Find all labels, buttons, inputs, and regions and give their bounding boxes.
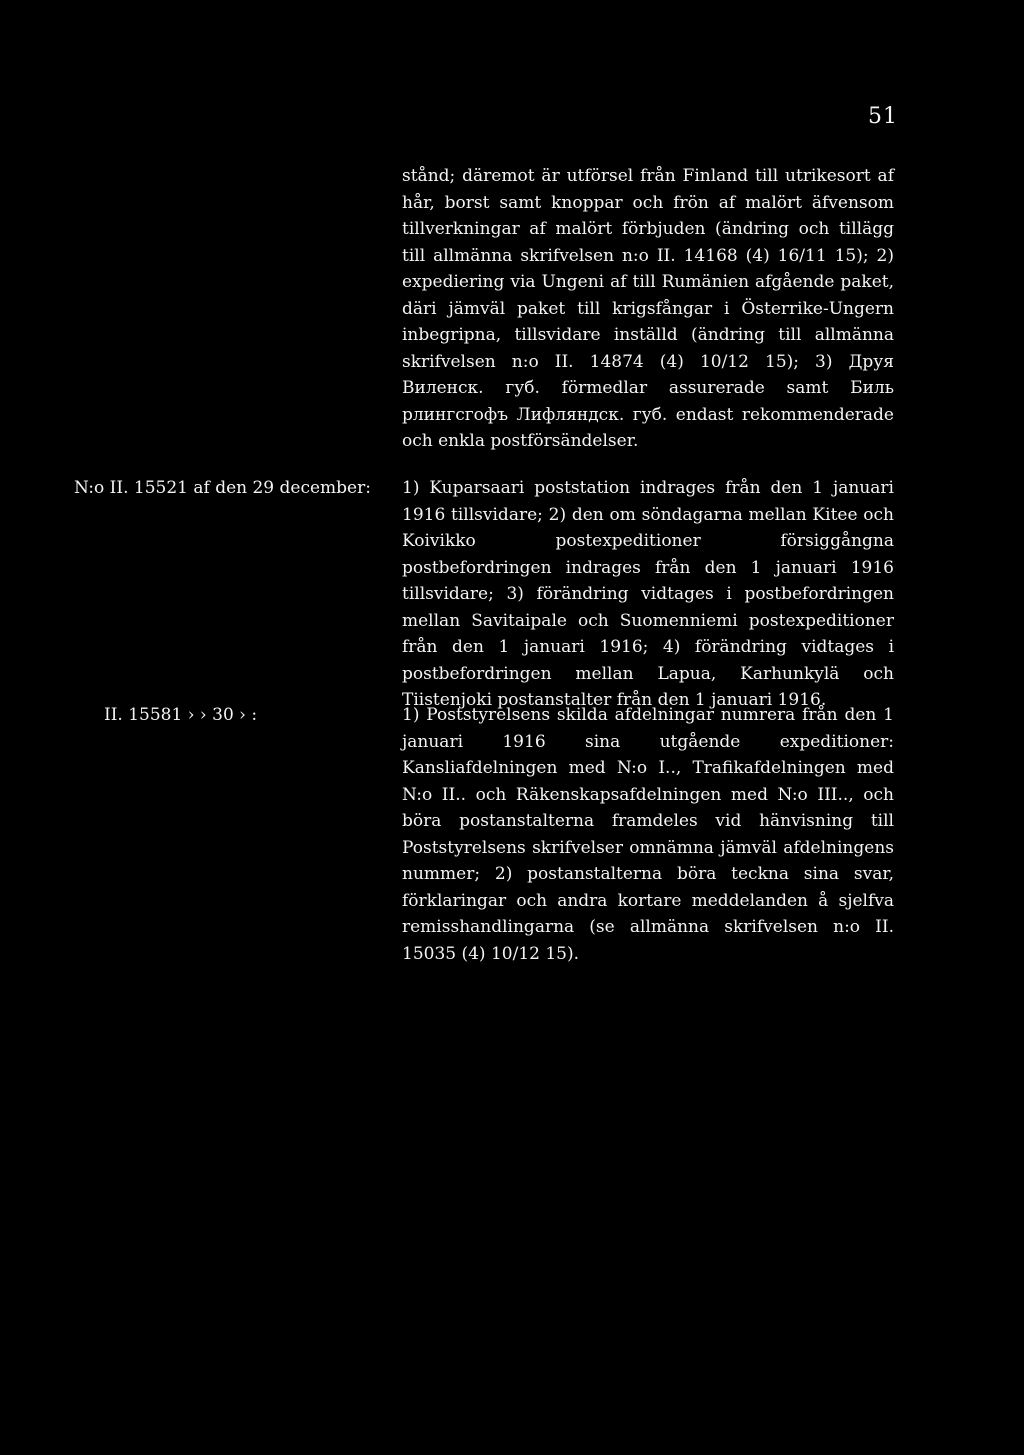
- paragraph-continuation: stånd; däremot är utförsel från Finland till utrikesort af hår, borst samt knoppar och frön af malört äfvensom tillverkningar af malört förbjuden (ändring och tillägg till allmänna skrifvelsen n:o II. 14168 (4) 16/11 15); 2) expediering via Ungeni af till Rumänien afgående paket, däri jämväl paket till krigsfångar i Österrike-Ungern inbegripna, tillsvidare inställd (ändring till allmänna skrifvelsen n:o II. 14874 (4) 10/12 15); 3) Друя Виленск. губ. förmedlar assurerade samt Биль рлингсгофъ Лифляндск. губ. endast rekommenderade och enkla postförsändelser.: [402, 166, 894, 451]
- entry-text-15581: 1) Poststyrelsens skilda afdelningar numrera från den 1 januari 1916 sina utgående expeditioner: Kansliafdelningen med N:o I.., Trafikafdelningen med N:o II.. och Räkenskapsafdelningen med N:o III.., och böra postanstalterna framdeles vid hänvisning till Poststyrelsens skrifvelser omnämna jämväl afdelningens nummer; 2) postanstalterna böra teckna sina svar, förklaringar och andra kortare meddelanden å sjelfva remisshandlingarna (se allmänna skrifvelsen n:o II. 15035 (4) 10/12 15).: [402, 705, 894, 964]
- entry-label-15521: N:o II. 15521 af den 29 december:: [74, 478, 371, 498]
- entry-label-15581: II. 15581 › › 30 › :: [104, 705, 258, 725]
- entry-text-15521: 1) Kuparsaari poststation indrages från den 1 januari 1916 tillsvidare; 2) den om söndagarna mellan Kitee och Koivikko postexpeditioner försiggångna postbefordringen indrages från den 1 januari 1916 tillsvidare; 3) förändring vidtages i postbefordringen mellan Savitaipale och Suomenniemi postexpeditioner från den 1 januari 1916; 4) förändring vidtages i postbefordringen mellan Lapua, Karhunkylä och Tiistenjoki postanstalter från den 1 januari 1916.: [402, 478, 894, 710]
- page-number: 51: [868, 104, 898, 129]
